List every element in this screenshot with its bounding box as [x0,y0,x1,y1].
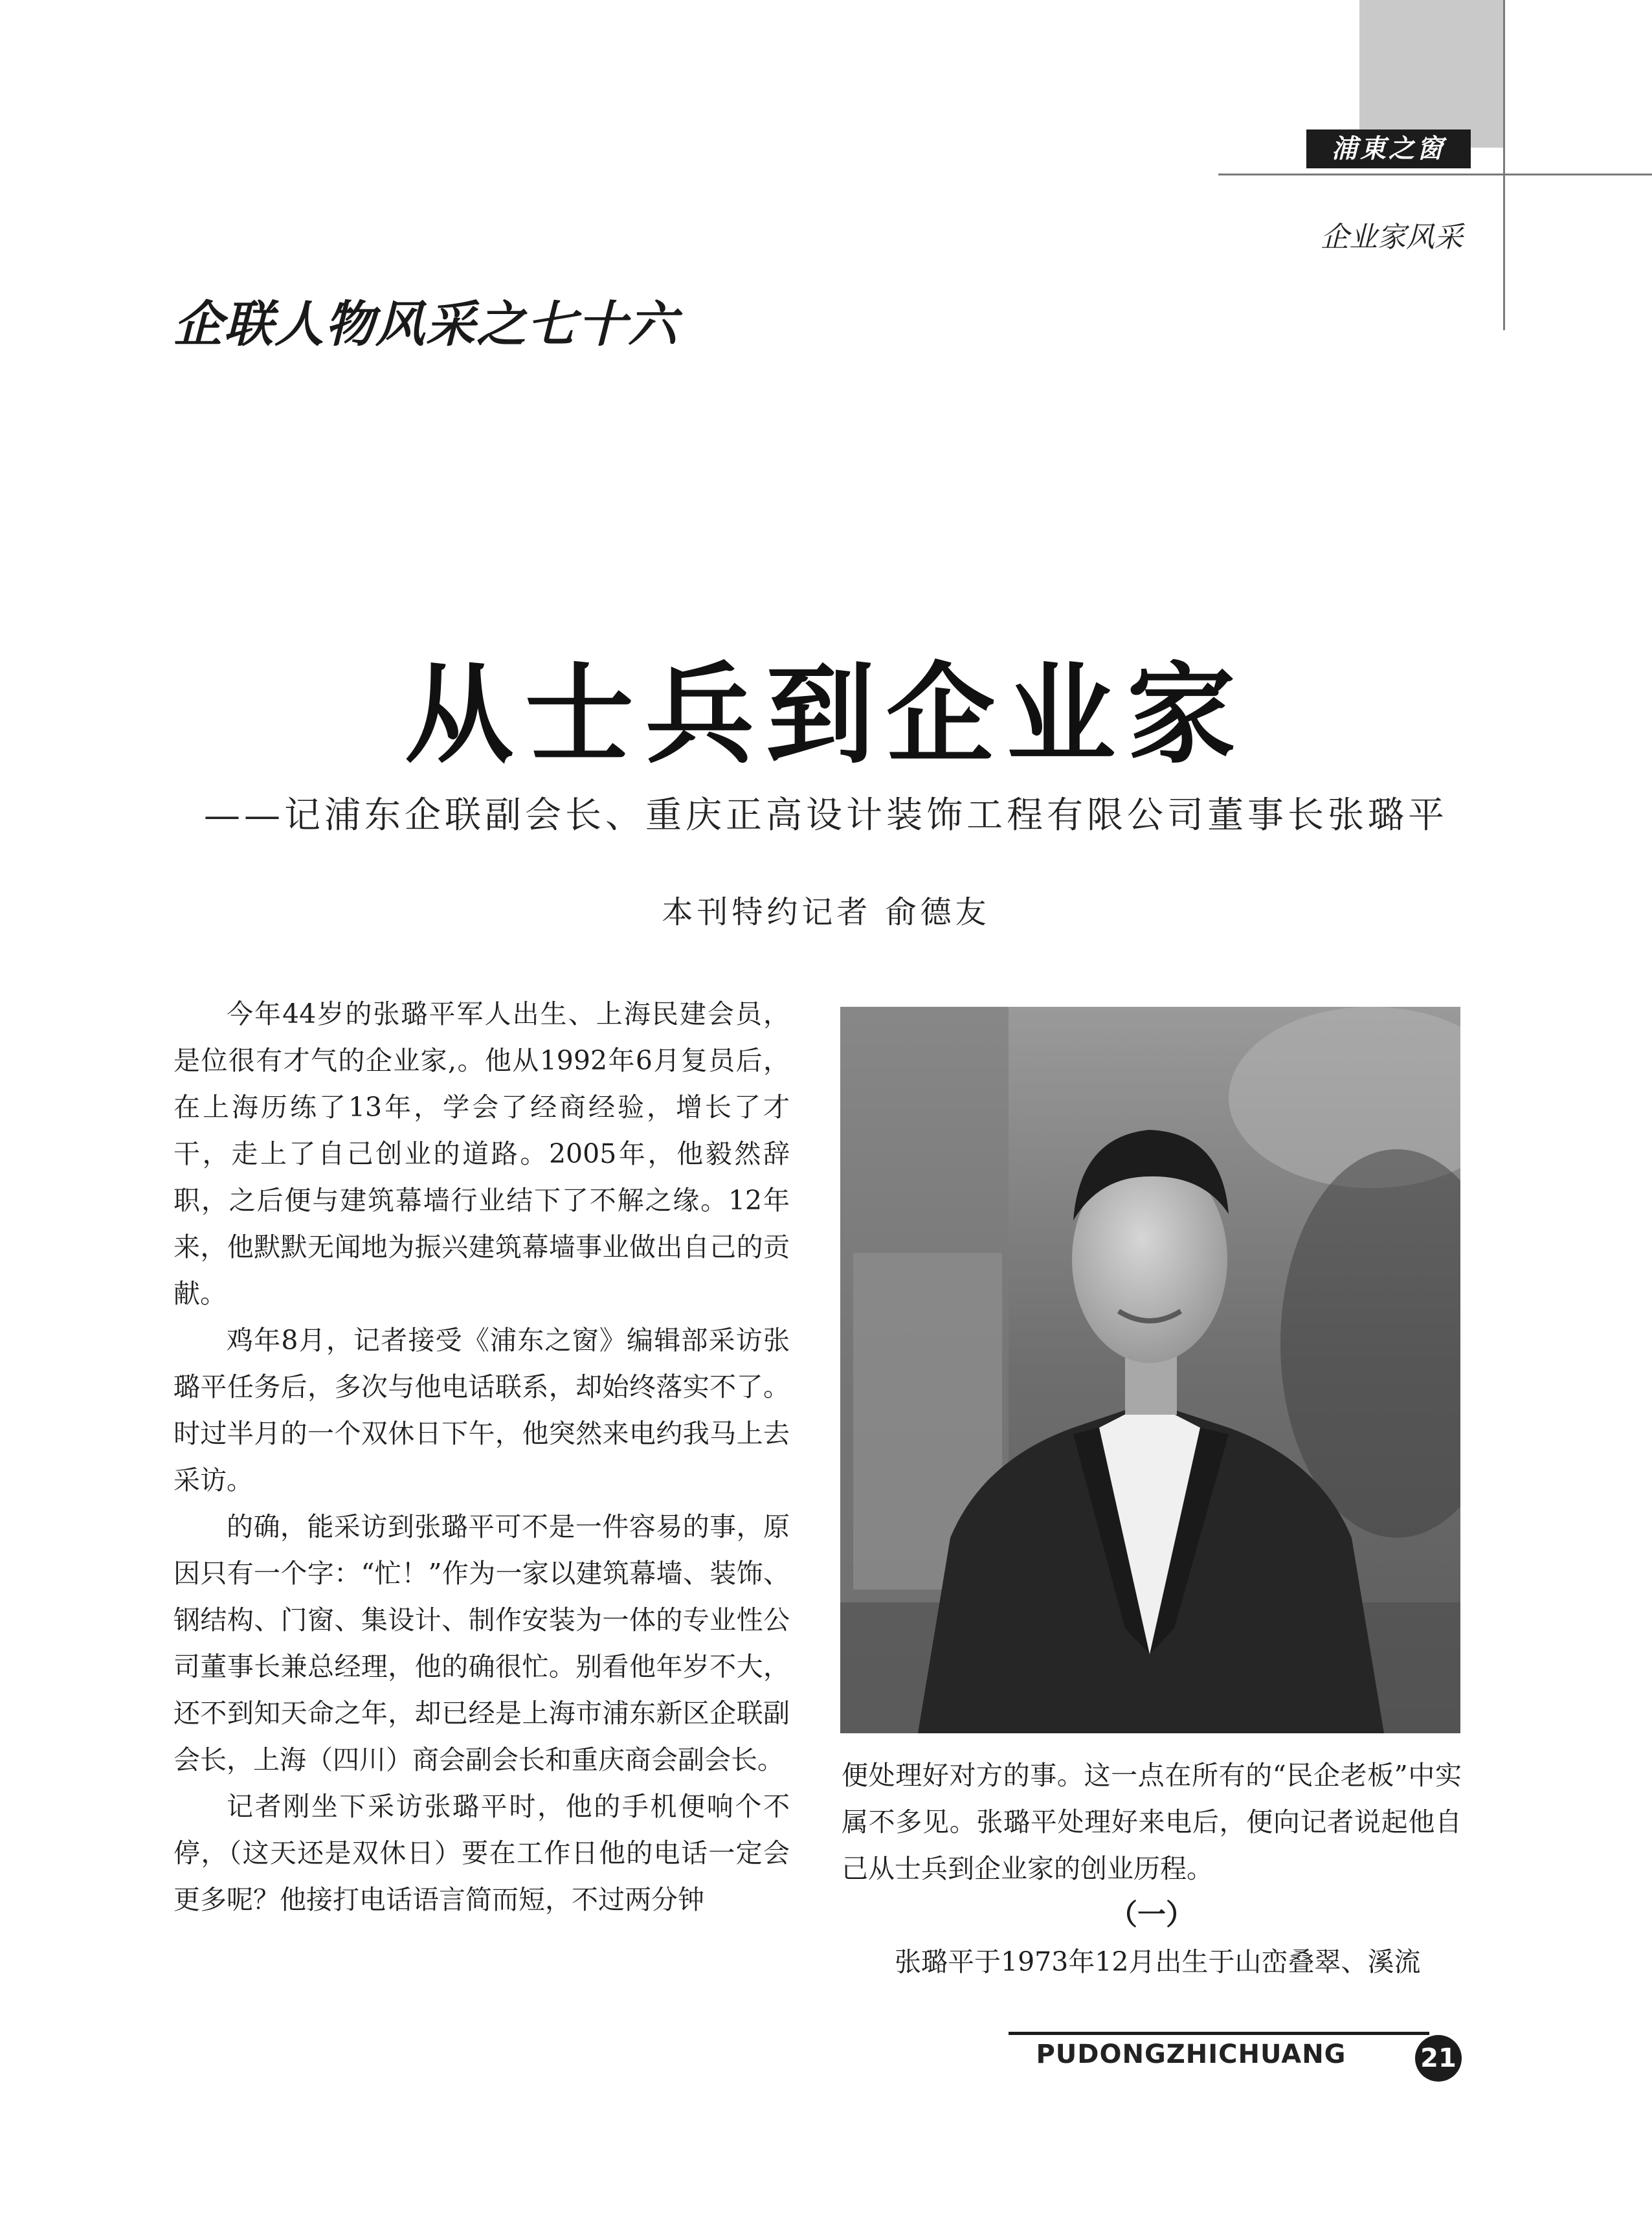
header-vertical-rule [1503,0,1505,330]
article-title: 从士兵到企业家 [405,651,1247,778]
section-label: 企业家风采 [1321,221,1463,254]
footer-publication-name: PUDONGZHICHUANG [1036,2040,1346,2069]
body-column-right [842,1752,1462,1985]
series-title: 企联人物风采之七十六 [173,295,678,353]
body-paragraph: 今年44岁的张璐平军人出生、上海民建会员，是位很有才气的企业家,。他从1992年6月复员后，在上海历练了13年，学会了经商经验，增长了才干，走上了自己创业的道路。2005年，他毅然辞职，之后便与建筑幕墙行业结下了不解之缘。12年来，他默默无闻地为振兴建筑幕墙事业做出自己的贡献。 [173,998,790,1309]
section-number: （一） [1109,1898,1194,1931]
body-paragraph-continued: 便处理好对方的事。这一点在所有的“民企老板”中实属不多见。张璐平处理好来电后，便向记者说起他自己从士兵到企业家的创业历程。 [842,1760,1462,1884]
body-column-left [173,991,790,1923]
magazine-badge: 浦東之窗 [1306,129,1471,168]
page-number: 21 [1415,2035,1462,2082]
header-horizontal-rule [1218,174,1652,175]
portrait-photo-illustration [840,1007,1460,1733]
article-byline: 本刊特约记者 俞德友 [662,894,990,930]
body-paragraph: 记者刚坐下采访张璐平时，他的手机便响个不停，（这天还是双休日）要在工作日他的电话一定会更多呢？他接打电话语言简而短，不过两分钟 [173,1791,790,1915]
portrait-photo [840,1007,1460,1733]
article-subtitle: ——记浦东企联副会长、重庆正高设计装饰工程有限公司董事长张璐平 [204,794,1448,837]
header-corner-block [1359,0,1503,148]
body-paragraph: 鸡年8月，记者接受《浦东之窗》编辑部采访张璐平任务后，多次与他电话联系，却始终落实不了。时过半月的一个双休日下午，他突然来电约我马上去采访。 [173,1325,790,1496]
body-paragraph: 的确，能采访到张璐平可不是一件容易的事，原因只有一个字：“忙！”作为一家以建筑幕墙、装饰、钢结构、门窗、集设计、制作安装为一体的专业性公司董事长兼总经理，他的确很忙。别看他年岁不大，还不到知天命之年，却已经是上海市浦东新区企联副会长，上海（四川）商会副会长和重庆商会副会长。 [173,1511,790,1775]
body-paragraph: 张璐平于1973年12月出生于山峦叠翠、溪流 [895,1946,1421,1977]
footer-rule [1009,2032,1429,2035]
